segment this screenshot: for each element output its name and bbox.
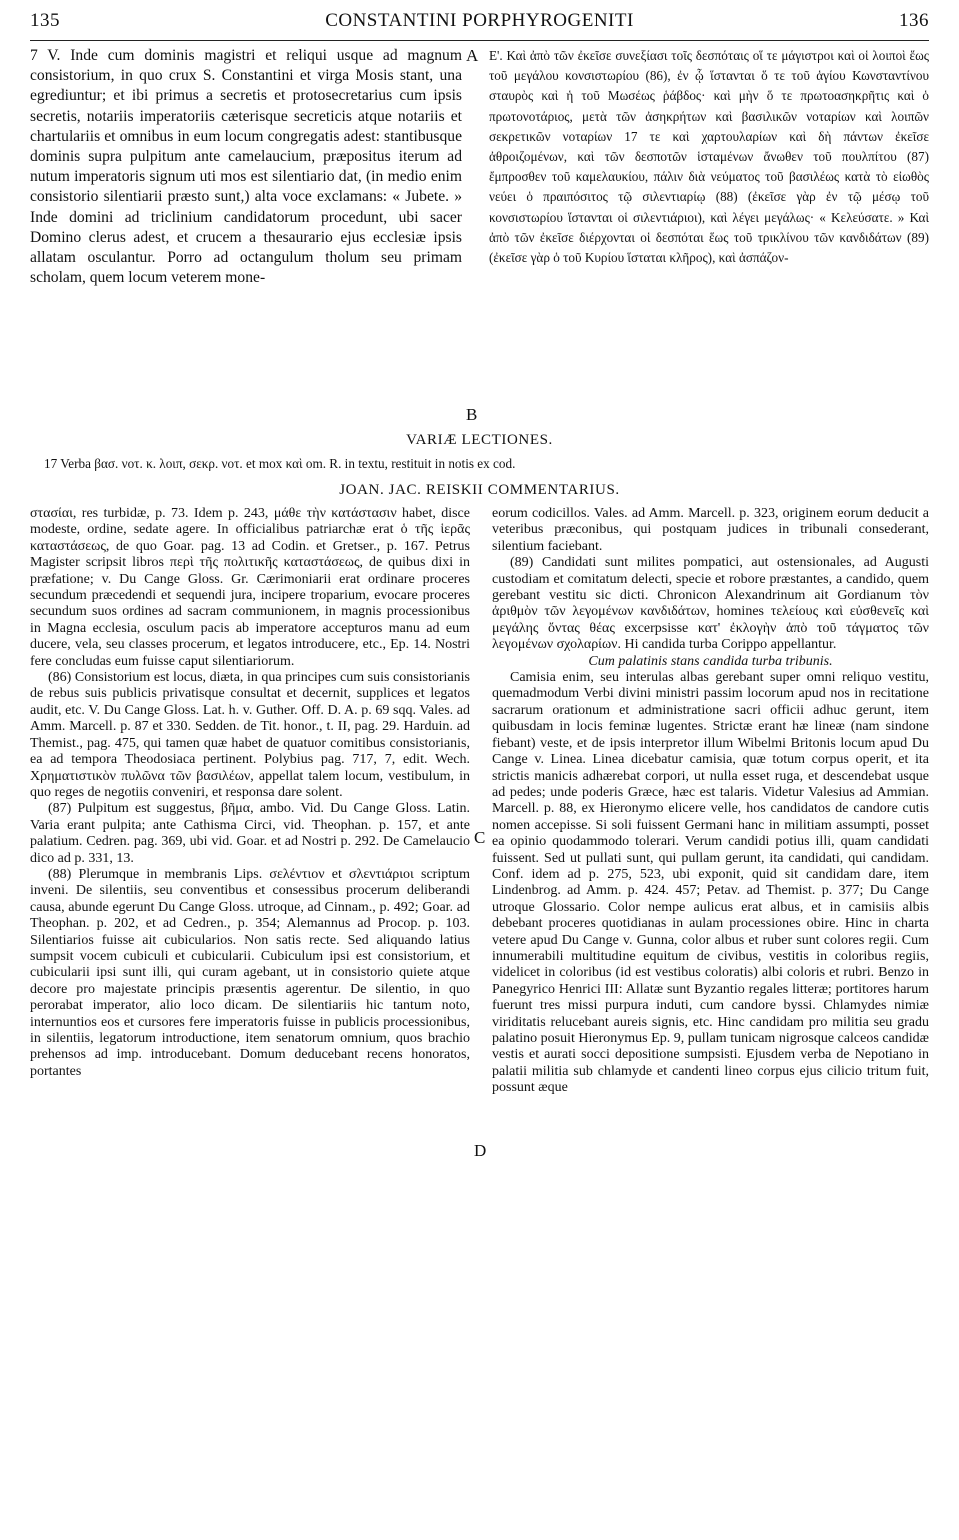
commentary-note-88: (88) Plerumque in membranis Lips. σελέντιον et σλεντιάριοι scriptum inveni. De silentiis, seu conventibus et consessibus procerum deliberandi causa, abunde egerunt Du Cange Gloss. utroque, ad Cinnam., p. 492; Goar. ad Theophan. p. 202, et ad Cedren., p. 354; Alemannus ad Procop. p. 103. Silentiarios fuisse ait cubicularios. Non satis recte. Sed aliquando latius sumpsit vocem cubiculi et cubicularii. Cubiculum ipsi est consistorium, et cubicularii ipsi sunt illi, qui curam agebant, ut in consistorio quiete atque decore pro majestate principis præsentis agerentur. De silentio, in quo perorabat imperator, alio loco dicam. De silentiariis hic tantum noto, internuntios eos et cursores fere imperatoris fuisse in publicis processionibus, in silentiis, legatorum introductione, item senatorum omnium, quos brachio prehensos ad imp. introducebant. Domum deducebant recens honoratos, portantes bbox=[30, 866, 470, 1079]
latin-paragraph: 7 V. Inde cum dominis magistri et reliqui usque ad magnum consistorium, in quo crux S. Constantini et virga Mosis stant, una egrediuntur; et ibi primus a secretis et protosecretarius cum ipsis secretis, notariis imperatoriis cæterisque secreticis atque notariis et chartulariis et omnibus in eum locum congregatis adest: stantibusque dominis supra pulpitum ante camelaucium, præpositus iterum ad nutum imperatoris signum uti mos est silentiario dat, (in medio enim consistorio silentiarii præsto sunt,) alta voce exclamans: « Jubete. » Inde domini ad triclinium candidatorum procedunt, ubi sacer Domino clerus adest, et crucem a thesaurario ejus ecclesiæ ipsis allatam osculantur. Porro ad octangulum tholum seu primam scholam, quem locum veterem mone- bbox=[30, 47, 462, 287]
variae-lectiones-heading: VARIÆ LECTIONES. bbox=[406, 432, 553, 448]
variae-note: 17 Verba βασ. νοτ. κ. λοιπ, σεκρ. νοτ. et mox καὶ om. R. in textu, restituit in notis ex cod. bbox=[44, 456, 516, 471]
variae-lectiones-note bbox=[44, 456, 929, 476]
commentary-note-87: (87) Pulpitum est suggestus, βῆμα, ambo. Vid. Du Cange Gloss. Latin. Varia erant pulpita; ante Cathisma Circi, vid. Theophan. p. 157, et ante palatium. Cedren. pag. 369, ubi vid. Goar. et ad Nostri p. 292. De Camelaucio dico ad p. 331, 13. bbox=[30, 801, 470, 866]
commentary-heading: JOAN. JAC. REISKII COMMENTARIUS. bbox=[339, 482, 620, 498]
running-title: CONSTANTINI PORPHYROGENITI bbox=[325, 10, 634, 31]
greek-main-text bbox=[489, 46, 929, 429]
latin-main-text bbox=[30, 46, 462, 429]
page-number-right: 136 bbox=[899, 10, 929, 31]
greek-paragraph: Ε'. Καὶ ἀπὸ τῶν ἐκεῖσε συνεξίασι τοῖς δεσπόταις οἵ τε μάγιστροι καὶ οἱ λοιποὶ ἕως τοῦ μεγάλου κονσιστωρίου (86), ἐν ᾧ ἵστανται ὅ τε τοῦ ἁγίου Κωνσταντίνου σταυρὸς καὶ ἡ τοῦ Μωσέως ῥάβδος· καὶ μὴν ὅ τε πρωτοασηκρῆτις καὶ ὁ πρωτονοτάριος, μετὰ τῶν ἀσηκρήτων καὶ βασιλικῶν νοταρίων καὶ λοιπῶν σεκρετικῶν νοταρίων 17 τε καὶ χαρτουλαρίων καὶ δὴ πάντων ἐκεῖσε ἀθροιζομένων, καὶ τῶν δεσποτῶν ἱσταμένων ἄνωθεν τοῦ πουλπίτου (87) ἔμπροσθεν τοῦ καμελαυκίου, πάλιν διὰ νεύματος τοῦ βασιλέως κατὰ τὸ εἰωθὸς νεύει ὁ πραιπόσιτος τῷ σιλεντιαρίῳ (88) (ἐκεῖσε γὰρ ἐν τῷ μέσῳ τοῦ κονσιστωρίου ἵστανται οἱ σιλεντιάριοι), καὶ λέγει μεγάλως· « Κελεύσατε. » Καὶ ἀπὸ τῶν ἐκεῖσε διέρχονται οἱ δεσπόται ἕως τοῦ τρικλίνου τῶν κανδιδάτων (89) (ἐκεῖσε γὰρ ὁ τοῦ Κυρίου ἵσταται κλῆρος), καὶ ἀσπάζον- bbox=[489, 48, 929, 266]
commentary-right-column bbox=[492, 506, 929, 1526]
commentary-paragraph: Camisia enim, seu interulas albas gerebant super omni reliquo vestitu, quemadmodum Verbi divini ministri passim locorum apud nos in recitatione sacrarum orationum et administratione sacri officii adhuc gerunt, item quibusdam in locis feminæ lugentes. Strictæ erant hæ lineæ (nam sindone fiebant) veste, et de ipsis interpretor illum Wibelmi Britonis locum apud Du Cange v. Linea. Linea dicebatur camisia, quæ totum corpus operit, et ita strictis manicis adhærebat corpori, ut nulla esset ruga, et descendebat usque ad pedes; unde poderis Græce, hæc est talaris. Videtur Valesius ad Ammian. Marcell. p. 88, ex Hieronymo elicere velle, hos candidatos de candore cutis nomen accepisse. Si soli fuissent Germani hanc in militiam assumpti, posset ea opinio quodammodo tolerari. Verum candidi potius illi, quam candidati fuissent. Sed ut pullati sunt, qui pullam gerunt, ita candidati, qui candidam. Conf. idem ad p. 275, 523, ubi exponit, quid sit candidam dare, item Lindenbrog. ad Amm. p. 424. 457; Petav. ad Themist. p. 377; Du Cange utroque Glossario. Color nempe aulicus erat albus, et in camisiis albis debebant proceres quotidianas in aulam processiones obire. Hinc in charta vetere apud Du Cange v. Gunna, color albus et ruber sunt colores regii. Cum innumerabili multitudine equitum de civibus, vestitis in coloribus regiis, videlicet in coloribus (id est vestibus coloratis) albi coloris et rubri. Benzo in Panegyrico Henrici III: Allatæ sunt Byzantio regales litteræ; portitores harum fuerunt tres missi purpura induti, cum candore byssi. Chlamydes nimiæ viriditatis relucebant aureis signis, etc. Hinc candidam pro militia seu gradu palatino posuit Hieronymus Ep. 9, pullam tunicam nigrosque calceos candidæ vestis et aurati socci depositione sumpsisti. Ejusdem verba de Nepotiano in palatii militia sub chlamyde et candenti lineo corpus ejus cilicio tritum fuit, possunt æque bbox=[492, 670, 929, 1096]
quoted-verse: Cum palatinis stans candida turba tribunis. bbox=[588, 653, 833, 669]
margin-marker-a: A bbox=[466, 46, 479, 65]
header-rule bbox=[30, 40, 929, 41]
margin-marker-c: C bbox=[474, 828, 486, 847]
commentary-note-89: (89) Candidati sunt milites pompatici, aut ostensionales, ad Augusti custodiam et comitatum delecti, specie et robore præstantes, a candido, quem gerebant vestitu sic dicti. Chronicon Alexandrinum ait Gordianum τὸν ἀριθμὸν τῶν λεγομένων κανδιδάτων, homines τελείους καὶ εὐσθενεῖς καὶ μεγάλης ὄντας θέας excerpsisse κατ' ἐκλογὴν ἀπὸ τοῦ τάγματος τῶν λεγομένων σχολαρίων. Hi candida turba Corippo appellantur. bbox=[492, 555, 929, 653]
margin-marker-b: B bbox=[466, 405, 478, 424]
commentary-note-86: (86) Consistorium est locus, diæta, in qua principes cum suis consistorianis de rebus suis publicis privatisque consultat et decernit, supplices et legatos audit, etc. V. Du Cange Gloss. Lat. h. v. Guther. Off. D. A. p. 69 sqq. Vales. ad Amm. Marcell. p. 87 et 330. Sedden. de Tit. honor., t. II, pag. 29. Harduin. ad Themist., pag. 475, qui tamen quæ habet de quatuor comitibus consistorianis, ea ad tempora Theodosiaca pertinent. Polybius pag. 717, 7, edit. Wech. Χρηματιστικὸν πυλῶνα τῶν βασιλέων, appellat talem locum, vestibulum, in quo reges de negotiis conveniri, et responsa dare solent. bbox=[30, 670, 470, 800]
commentary-paragraph: eorum codicillos. Vales. ad Amm. Marcell. p. 323, originem eorum deducit a veteribus præconibus, qui postquam judices in tribunali consederant, silentium faciebant. bbox=[492, 506, 929, 554]
commentary-paragraph: στασίαι, res turbidæ, p. 73. Idem p. 243, μάθε τὴν κατάστασιν habet, disce modeste, ordine, sedate agere. In officialibus patriarchæ erat ὁ τῆς ἱερᾶς καταστάσεως, de quo Goar. pag. 13 ad Codin. et Gretser., p. 167. Petrus Magister scripsit libros περὶ τῆς πολιτικῆς καταστάσεως, de quibus dixi in præfatione; v. Du Cange Gloss. Gr. Cærimoniarii erat ordinare proceres secundum præcedendi et sequendi jura, incipere troparium, evocare proceres secundum suos ordines ad sacram communionem, in magnis processionibus in Magna ecclesia, osculum pacis ab imperatore accepturos manu ad eum ducere, vela, seu classes procerum, et legatos introducere, etc., Ep. 14. Nostri fere concludas eum fuisse caput silentiariorum. bbox=[30, 506, 470, 669]
running-head bbox=[30, 10, 929, 38]
commentary-left-column bbox=[30, 506, 470, 1526]
margin-marker-d: D bbox=[474, 1141, 487, 1160]
page-number-left: 135 bbox=[30, 10, 60, 31]
